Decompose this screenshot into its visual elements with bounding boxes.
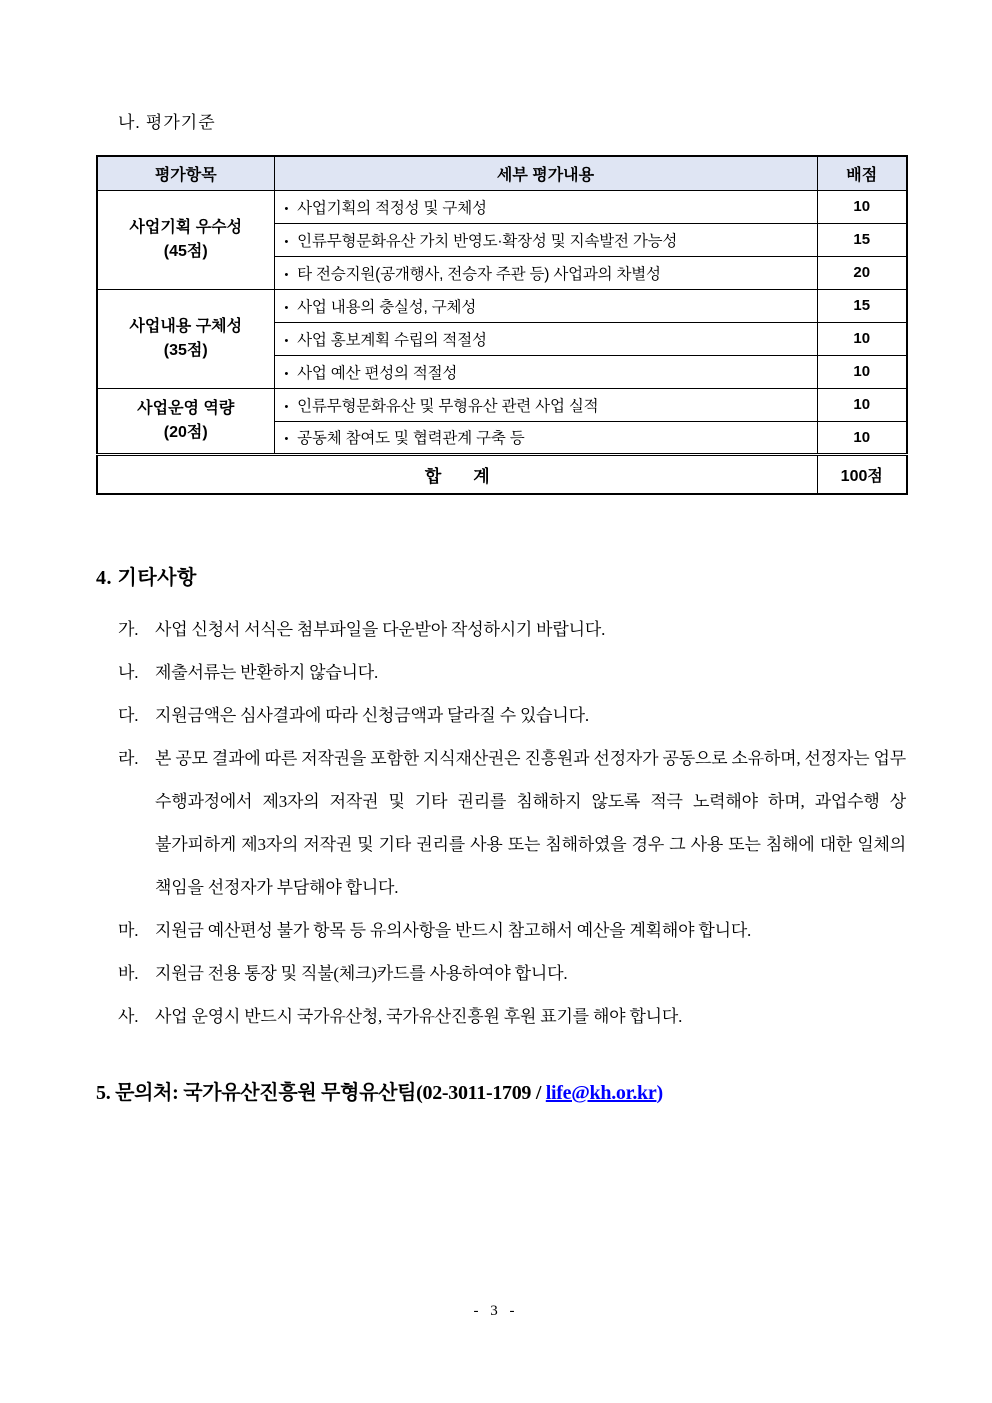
category-name: 사업내용 구체성 [129, 318, 243, 336]
item-text: 제출서류는 반환하지 않습니다. [155, 663, 379, 682]
bullet-icon: • [284, 400, 289, 413]
item-text: 지원금액은 심사결과에 따라 신청금액과 달라질 수 있습니다. [155, 706, 589, 725]
list-item [96, 608, 906, 651]
list-item [96, 694, 906, 737]
detail-text: 사업 홍보계획 수립의 적절성 [297, 331, 487, 349]
contact-section [96, 1076, 906, 1105]
category-name: 사업운영 역량 [137, 400, 235, 418]
item-label: 가. [118, 620, 139, 639]
table-row [97, 388, 907, 421]
score-cell: 10 [817, 190, 907, 223]
contact-email-link[interactable]: life@kh.or.kr [545, 1082, 657, 1104]
item-text: 사업 운영시 반드시 국가유산청, 국가유산진흥원 후원 표기를 해야 합니다. [155, 1007, 683, 1026]
detail-text: 인류무형문화유산 및 무형유산 관련 사업 실적 [297, 397, 599, 415]
detail-cell [274, 355, 817, 388]
item-label: 마. [118, 921, 139, 940]
score-cell: 10 [817, 355, 907, 388]
table-row [97, 289, 907, 322]
total-label: 합 계 [97, 454, 817, 494]
score-cell: 15 [817, 223, 907, 256]
contact-suffix: ) [656, 1082, 663, 1104]
item-text: 지원금 전용 통장 및 직불(체크)카드를 사용하여야 합니다. [155, 964, 568, 983]
list-item [96, 995, 906, 1038]
list-item [96, 952, 906, 995]
category-cell-content [97, 289, 274, 388]
category-name: 사업기획 우수성 [129, 219, 243, 237]
item-label: 사. [118, 1007, 139, 1026]
category-cell-operation [97, 388, 274, 454]
detail-text: 사업 내용의 충실성, 구체성 [297, 298, 477, 316]
misc-list [96, 608, 906, 1038]
page-number: - 3 - [473, 1303, 519, 1319]
score-cell: 10 [817, 421, 907, 454]
header-score: 배점 [817, 156, 907, 190]
table-header-row [97, 156, 907, 190]
category-points: (45점) [163, 242, 208, 260]
detail-text: 타 전승지원(공개행사, 전승자 주관 등) 사업과의 차별성 [297, 265, 661, 283]
detail-text: 공동체 참여도 및 협력관계 구축 등 [297, 430, 525, 447]
score-cell: 20 [817, 256, 907, 289]
bullet-icon: • [284, 268, 289, 281]
bullet-icon: • [284, 235, 289, 248]
item-label: 바. [118, 964, 139, 983]
detail-cell [274, 256, 817, 289]
category-cell-planning [97, 190, 274, 289]
bullet-icon: • [284, 301, 289, 314]
header-detail-content: 세부 평가내용 [274, 156, 817, 190]
evaluation-criteria-table [96, 155, 908, 495]
bullet-icon: • [284, 334, 289, 347]
table-row [97, 190, 907, 223]
total-score: 100점 [817, 454, 907, 494]
detail-cell [274, 421, 817, 454]
score-cell: 15 [817, 289, 907, 322]
score-cell: 10 [817, 388, 907, 421]
evaluation-criteria-heading: 나. 평가기준 [118, 113, 216, 132]
score-cell: 10 [817, 322, 907, 355]
item-text: 사업 신청서 서식은 첨부파일을 다운받아 작성하시기 바랍니다. [155, 620, 606, 639]
list-item [96, 909, 906, 952]
item-label: 라. [118, 749, 139, 768]
category-points: (20점) [163, 423, 208, 441]
header-evaluation-item: 평가항목 [97, 156, 274, 190]
bullet-icon: • [284, 433, 289, 445]
detail-cell [274, 223, 817, 256]
detail-text: 사업 예산 편성의 적절성 [297, 364, 458, 382]
item-label: 나. [118, 663, 139, 682]
item-text: 본 공모 결과에 따른 저작권을 포함한 지식재산권은 진흥원과 선정자가 공동으로 소유하며, 선정자는 업무 수행과정에서 제3자의 저작권 및 기타 권리를 침해하지 않도록 적극 노력해야 하며, 과업수행 상 불가피하게 제3자의 저작권 및 기타 권리를 사용 또는 침해하였을 경우 그 사용 또는 침해에 대한 일체의 책임을 선정자가 부담해야 합니다. [155, 749, 906, 897]
misc-section-title: 4. 기타사항 [96, 567, 197, 589]
contact-text: 5. 문의처: 국가유산진흥원 무형유산팀(02-3011-1709 / [96, 1082, 546, 1104]
item-text: 지원금 예산편성 불가 항목 등 유의사항을 반드시 참고해서 예산을 계획해야 합니다. [155, 921, 752, 940]
list-item [96, 651, 906, 694]
category-points: (35점) [163, 341, 208, 359]
detail-text: 인류무형문화유산 가치 반영도·확장성 및 지속발전 가능성 [297, 232, 678, 250]
list-item [96, 737, 906, 909]
detail-text: 사업기획의 적정성 및 구체성 [297, 199, 487, 217]
table-total-row [97, 454, 907, 494]
detail-cell [274, 388, 817, 421]
item-label: 다. [118, 706, 139, 725]
detail-cell [274, 289, 817, 322]
bullet-icon: • [284, 367, 289, 380]
detail-cell [274, 322, 817, 355]
detail-cell [274, 190, 817, 223]
bullet-icon: • [284, 202, 289, 215]
